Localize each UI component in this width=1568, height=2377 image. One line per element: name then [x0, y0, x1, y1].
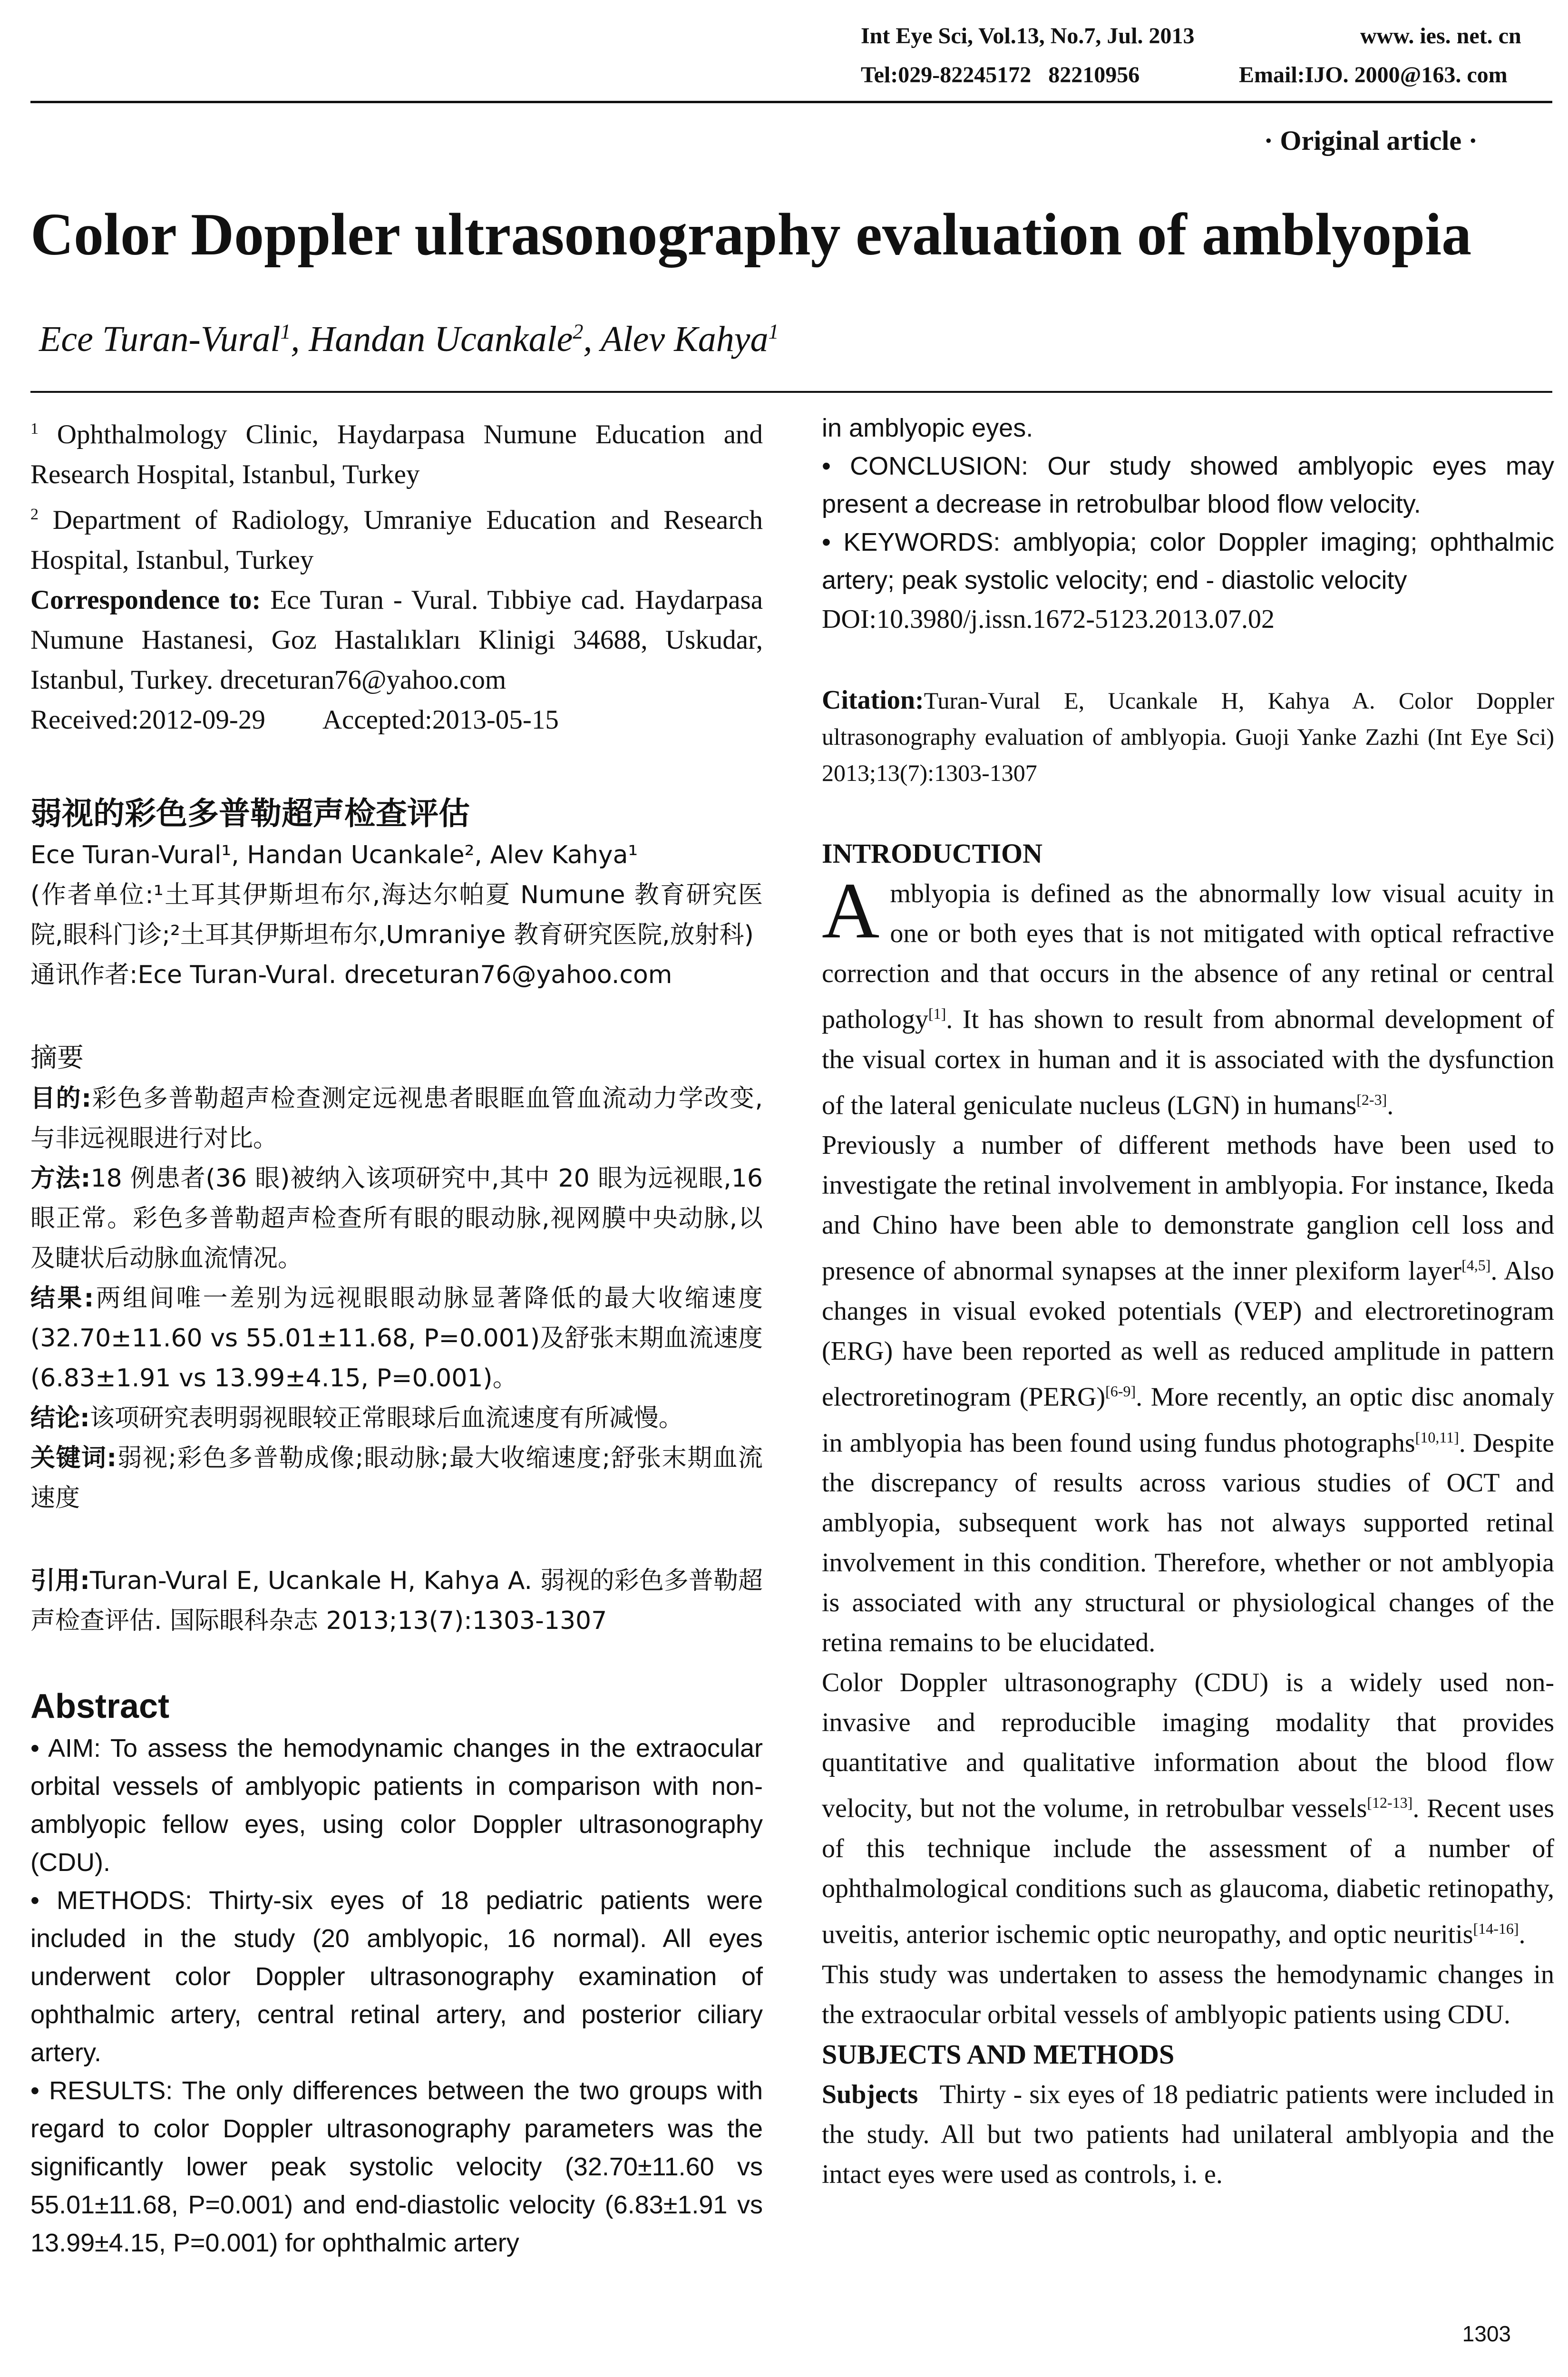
author-separator: ,: [583, 319, 601, 359]
journal-email[interactable]: Email:IJO. 2000@163. com: [1239, 62, 1508, 88]
abstract-keywords: • KEYWORDS: amblyopia; color Doppler imaging; ophthalmic artery; peak systolic velocity; end - diastolic velocity: [822, 528, 1554, 594]
chinese-citation-text: Turan-Vural E, Ucankale H, Kahya A. 弱视的彩色多普勒超声检查评估. 国际眼科杂志 2013;13(7):1303-1307: [30, 1567, 763, 1635]
drop-cap: A: [822, 867, 880, 955]
subjects-label: Subjects: [822, 2079, 918, 2109]
abstract-results-continued: in amblyopic eyes.: [822, 414, 1033, 442]
reference-mark[interactable]: [1]: [928, 1005, 946, 1022]
chinese-citation: [30, 1561, 763, 1641]
author-name: Alev Kahya: [601, 319, 769, 359]
chinese-methods-label: 方法:: [30, 1164, 91, 1193]
intro-text: Color Doppler ultrasonography (CDU) is a widely used non-invasive and reproducible imaging modality that provides quantitative and qualitative information about the blood flow velocity, but not the volume, in retrobulbar vessels: [822, 1668, 1554, 1823]
chinese-conclusion: [30, 1398, 763, 1438]
author-name: Handan Ucankale: [309, 319, 573, 359]
affiliation-2: [30, 495, 763, 580]
authors-rule: [30, 391, 1552, 393]
introduction-paragraph-2: [822, 1125, 1554, 1663]
left-column: [30, 409, 763, 2262]
chinese-keywords: [30, 1438, 763, 1518]
reference-mark[interactable]: [4,5]: [1461, 1257, 1491, 1274]
introduction-paragraph-1: [822, 867, 1554, 1125]
chinese-keywords-text: 弱视;彩色多普勒成像;眼动脉;最大收缩速度;舒张末期血流速度: [30, 1444, 763, 1512]
intro-text: . Recent uses of this technique include the assessment of a number of ophthalmological conditions such as glaucoma, diabetic retinopathy, uveitis, anterior ischemic optic neuropathy, and optic neuritis: [822, 1793, 1554, 1949]
affiliation-text: Department of Radiology, Umraniye Education and Research Hospital, Istanbul, Turkey: [30, 505, 763, 575]
abstract-aim: • AIM: To assess the hemodynamic changes in the extraocular orbital vessels of amblyopic patients in comparison with non-amblyopic fellow eyes, using color Doppler ultrasonography (CDU).: [30, 1734, 763, 1877]
reference-mark[interactable]: [6-9]: [1105, 1382, 1136, 1400]
intro-text: .: [1387, 1091, 1394, 1120]
chinese-abstract-heading: 摘要: [30, 1042, 84, 1073]
intro-text: .: [1519, 1919, 1526, 1949]
author-affiliation-mark: 1: [768, 320, 779, 343]
abstract-results: • RESULTS: The only differences between the two groups with regard to color Doppler ultrasonography parameters was the significantly lower peak systolic velocity (32.70±11.60 vs 55.01±11.68, P=0.001) and end-diastolic velocity (6.83±1.91 vs 13.99±4.15, P=0.001) for ophthalmic artery: [30, 2076, 763, 2257]
correspondence: [30, 580, 763, 700]
chinese-authors: Ece Turan-Vural¹, Handan Ucankale², Alev Kahya¹: [30, 841, 638, 869]
chinese-keywords-label: 关键词:: [30, 1444, 117, 1472]
intro-text: . More recently, an optic disc anomaly in amblyopia has been found using fundus photographs: [822, 1382, 1554, 1458]
accepted-date: Accepted:2013-05-15: [322, 705, 559, 735]
intro-text: mblyopia is defined as the abnormally low visual acuity in one or both eyes that is not mitigated with optical refractive correction and that occurs in the absence of any retinal or central pathology: [822, 879, 1554, 1034]
affiliation-mark: 2: [30, 506, 39, 523]
chinese-conclusion-label: 结论:: [30, 1404, 90, 1432]
affiliation-mark: 1: [30, 420, 39, 438]
introduction-heading: INTRODUCTION: [822, 838, 1043, 869]
chinese-methods-text: 18 例患者(36 眼)被纳入该项研究中,其中 20 眼为远视眼,16 眼正常。彩色多普勒超声检查所有眼的眼动脉,视网膜中央动脉,以及睫状后动脉血流情况。: [30, 1164, 763, 1273]
author-separator: ,: [291, 319, 309, 359]
intro-text: . It has shown to result from abnormal development of the visual cortex in human and it is associated with the dysfunction of the lateral geniculate nucleus (LGN) in humans: [822, 1004, 1554, 1120]
intro-text: . Despite the discrepancy of results across various studies of OCT and amblyopia, subsequent work has not always supported retinal involvement in this condition. Therefore, whether or not amblyopia is associated with any structural or physiological changes of the retina remains to be elucidated.: [822, 1428, 1554, 1658]
article-title: Color Doppler ultrasonography evaluation of amblyopia: [30, 202, 1472, 268]
journal-telephone: Tel:029-82245172 82210956: [861, 62, 1140, 88]
reference-mark[interactable]: [12-13]: [1367, 1794, 1413, 1812]
article-type: · Original article ·: [1264, 125, 1478, 156]
methods-heading: SUBJECTS AND METHODS: [822, 2038, 1175, 2070]
chinese-title: 弱视的彩色多普勒超声检查评估: [30, 795, 470, 832]
chinese-aim-label: 目的:: [30, 1084, 92, 1113]
journal-citation-line: Int Eye Sci, Vol.13, No.7, Jul. 2013: [861, 23, 1195, 49]
author-affiliation-mark: 2: [573, 320, 584, 343]
journal-website[interactable]: www. ies. net. cn: [1360, 23, 1521, 49]
abstract-heading: Abstract: [30, 1687, 170, 1725]
abstract-conclusion: • CONCLUSION: Our study showed amblyopic eyes may present a decrease in retrobulbar blood flow velocity.: [822, 452, 1554, 518]
chinese-conclusion-text: 该项研究表明弱视眼较正常眼球后血流速度有所减慢。: [89, 1404, 683, 1432]
correspondence-label: Correspondence to:: [30, 585, 261, 615]
doi[interactable]: DOI:10.3980/j.issn.1672-5123.2013.07.02: [822, 604, 1275, 634]
right-column: [822, 409, 1554, 2194]
introduction-paragraph-4: This study was undertaken to assess the hemodynamic changes in the extraocular orbital vessels of amblyopic patients using CDU.: [822, 1959, 1554, 2029]
subjects-text: Thirty - six eyes of 18 pediatric patients were included in the study. All but two patients had unilateral amblyopia and the intact eyes were used as controls, i. e.: [822, 2079, 1555, 2189]
citation: [822, 682, 1554, 791]
chinese-correspondence: 通讯作者:Ece Turan-Vural. dreceturan76@yahoo.com: [30, 961, 672, 989]
header-rule: [30, 101, 1552, 103]
chinese-results: [30, 1278, 763, 1398]
subjects-paragraph: [822, 2075, 1554, 2194]
chinese-aim: [30, 1079, 763, 1159]
correspondence-text: Ece Turan - Vural. Tıbbiye cad. Haydarpasa Numune Hastanesi, Goz Hastalıkları Klinigi 34688, Uskudar, Istanbul, Turkey. dreceturan76@yahoo.com: [30, 585, 763, 695]
author-list: [39, 319, 779, 360]
introduction-paragraph-3: [822, 1663, 1554, 1954]
chinese-aim-text: 彩色多普勒超声检查测定远视患者眼眶血管血流动力学改变,与非远视眼进行对比。: [30, 1084, 763, 1153]
chinese-citation-label: 引用:: [30, 1567, 90, 1595]
chinese-results-label: 结果:: [30, 1284, 94, 1313]
author-name: Ece Turan-Vural: [39, 319, 281, 359]
dates: [30, 700, 763, 740]
abstract-methods: • METHODS: Thirty-six eyes of 18 pediatric patients were included in the study (20 amblyopic, 16 normal). All eyes underwent color Doppler ultrasonography examination of ophthalmic artery, central retinal artery, and posterior ciliary artery.: [30, 1886, 763, 2067]
received-date: Received:2012-09-29: [30, 705, 265, 735]
affiliation-1: [30, 409, 763, 495]
citation-text: Turan-Vural E, Ucankale H, Kahya A. Color Doppler ultrasonography evaluation of amblyopia. Guoji Yanke Zazhi (Int Eye Sci) 2013;13(7):1303-1307: [822, 687, 1554, 786]
chinese-results-text: 两组间唯一差别为远视眼眼动脉显著降低的最大收缩速度(32.70±11.60 vs 55.01±11.68, P=0.001)及舒张末期血流速度(6.83±1.91 vs 13.99±4.15, P=0.001)。: [30, 1284, 763, 1393]
affiliation-text: Ophthalmology Clinic, Haydarpasa Numune Education and Research Hospital, Istanbul, Turkey: [30, 419, 763, 489]
reference-mark[interactable]: [10,11]: [1415, 1428, 1459, 1446]
reference-mark[interactable]: [2-3]: [1356, 1091, 1387, 1108]
intro-text: . Also changes in visual evoked potentials (VEP) and electroretinogram (ERG) have been reported as well as reduced amplitude in pattern electroretinogram (PERG): [822, 1256, 1554, 1412]
citation-label: Citation:: [822, 685, 924, 715]
chinese-affiliations: (作者单位:¹土耳其伊斯坦布尔,海达尔帕夏 Numune 教育研究医院,眼科门诊;²土耳其伊斯坦布尔,Umraniye 教育研究医院,放射科): [30, 881, 763, 949]
chinese-methods: [30, 1159, 763, 1278]
reference-mark[interactable]: [14-16]: [1473, 1919, 1519, 1937]
intro-text: Previously a number of different methods have been used to investigate the retinal involvement in amblyopia. For instance, Ikeda and Chino have been able to demonstrate ganglion cell loss and presence of abnormal synapses at the inner plexiform layer: [822, 1130, 1554, 1286]
author-affiliation-mark: 1: [280, 320, 291, 343]
page-number: 1303: [1462, 2321, 1511, 2346]
